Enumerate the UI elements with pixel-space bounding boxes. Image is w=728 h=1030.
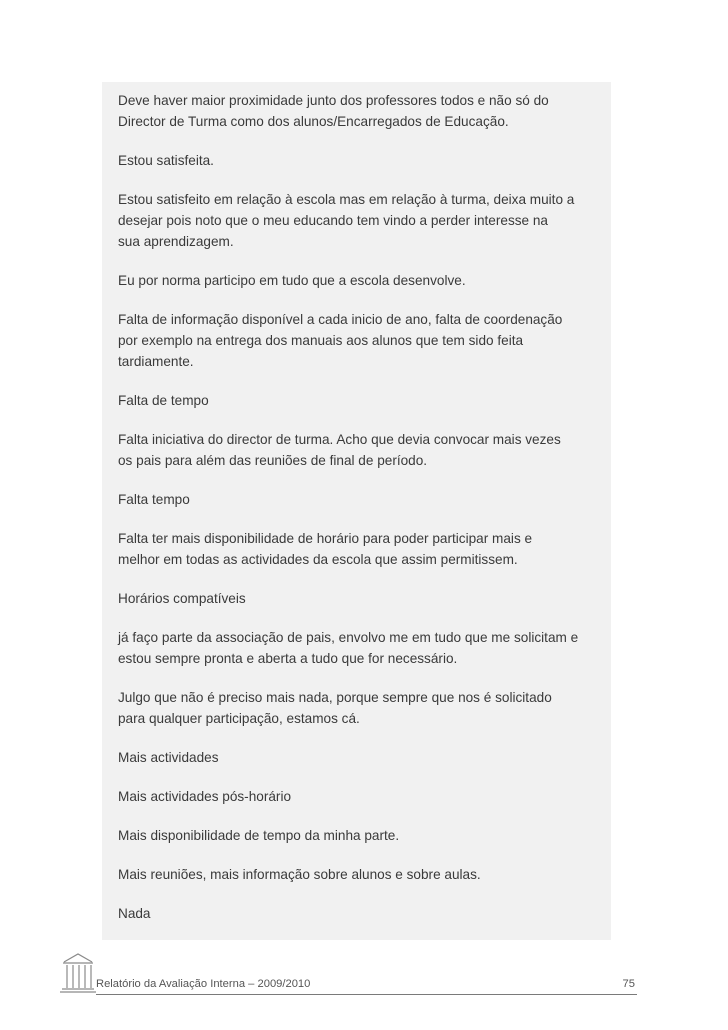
response-paragraph: já faço parte da associação de pais, envolvo me em tudo que me solicitam e estou sempre pronta e aberta a tudo que for necessário. bbox=[118, 630, 579, 666]
response-paragraph: Falta ter mais disponibilidade de horário para poder participar mais e melhor em todas as actividades da escola que assim permitissem. bbox=[118, 531, 533, 567]
response-paragraph: Horários compatíveis bbox=[118, 591, 246, 606]
response-paragraph: Julgo que não é preciso mais nada, porque sempre que nos é solicitado para qualquer participação, estamos cá. bbox=[118, 690, 552, 726]
response-paragraph: Estou satisfeita. bbox=[118, 153, 214, 168]
page-footer bbox=[96, 978, 637, 995]
response-paragraph: Mais actividades pós-horário bbox=[118, 789, 292, 804]
response-paragraph: Falta de tempo bbox=[118, 393, 209, 408]
response-paragraph: Eu por norma participo em tudo que a escola desenvolve. bbox=[118, 273, 466, 288]
response-paragraph: Falta iniciativa do director de turma. Acho que devia convocar mais vezes os pais para além das reuniões de final de período. bbox=[118, 432, 561, 468]
response-paragraph: Mais reuniões, mais informação sobre alunos e sobre aulas. bbox=[118, 867, 481, 882]
responses-list bbox=[118, 90, 588, 942]
school-building-logo-icon bbox=[58, 948, 98, 996]
page-number: 75 bbox=[622, 978, 635, 990]
response-paragraph: Estou satisfeito em relação à escola mas em relação à turma, deixa muito a desejar pois noto que o meu educando tem vindo a perder interesse na sua aprendizagem. bbox=[118, 192, 575, 249]
response-paragraph: Mais disponibilidade de tempo da minha parte. bbox=[118, 828, 400, 843]
response-paragraph: Falta tempo bbox=[118, 492, 190, 507]
response-paragraph: Nada bbox=[118, 906, 151, 921]
response-paragraph: Falta de informação disponível a cada inicio de ano, falta de coordenação por exemplo na entrega dos manuais aos alunos que tem sido feita tardiamente. bbox=[118, 312, 563, 369]
response-paragraph: Mais actividades bbox=[118, 750, 219, 765]
footer-report-title: Relatório da Avaliação Interna – 2009/2010 bbox=[96, 978, 311, 990]
response-paragraph: Deve haver maior proximidade junto dos professores todos e não só do Director de Turma como dos alunos/Encarregados de Educação. bbox=[118, 93, 549, 129]
